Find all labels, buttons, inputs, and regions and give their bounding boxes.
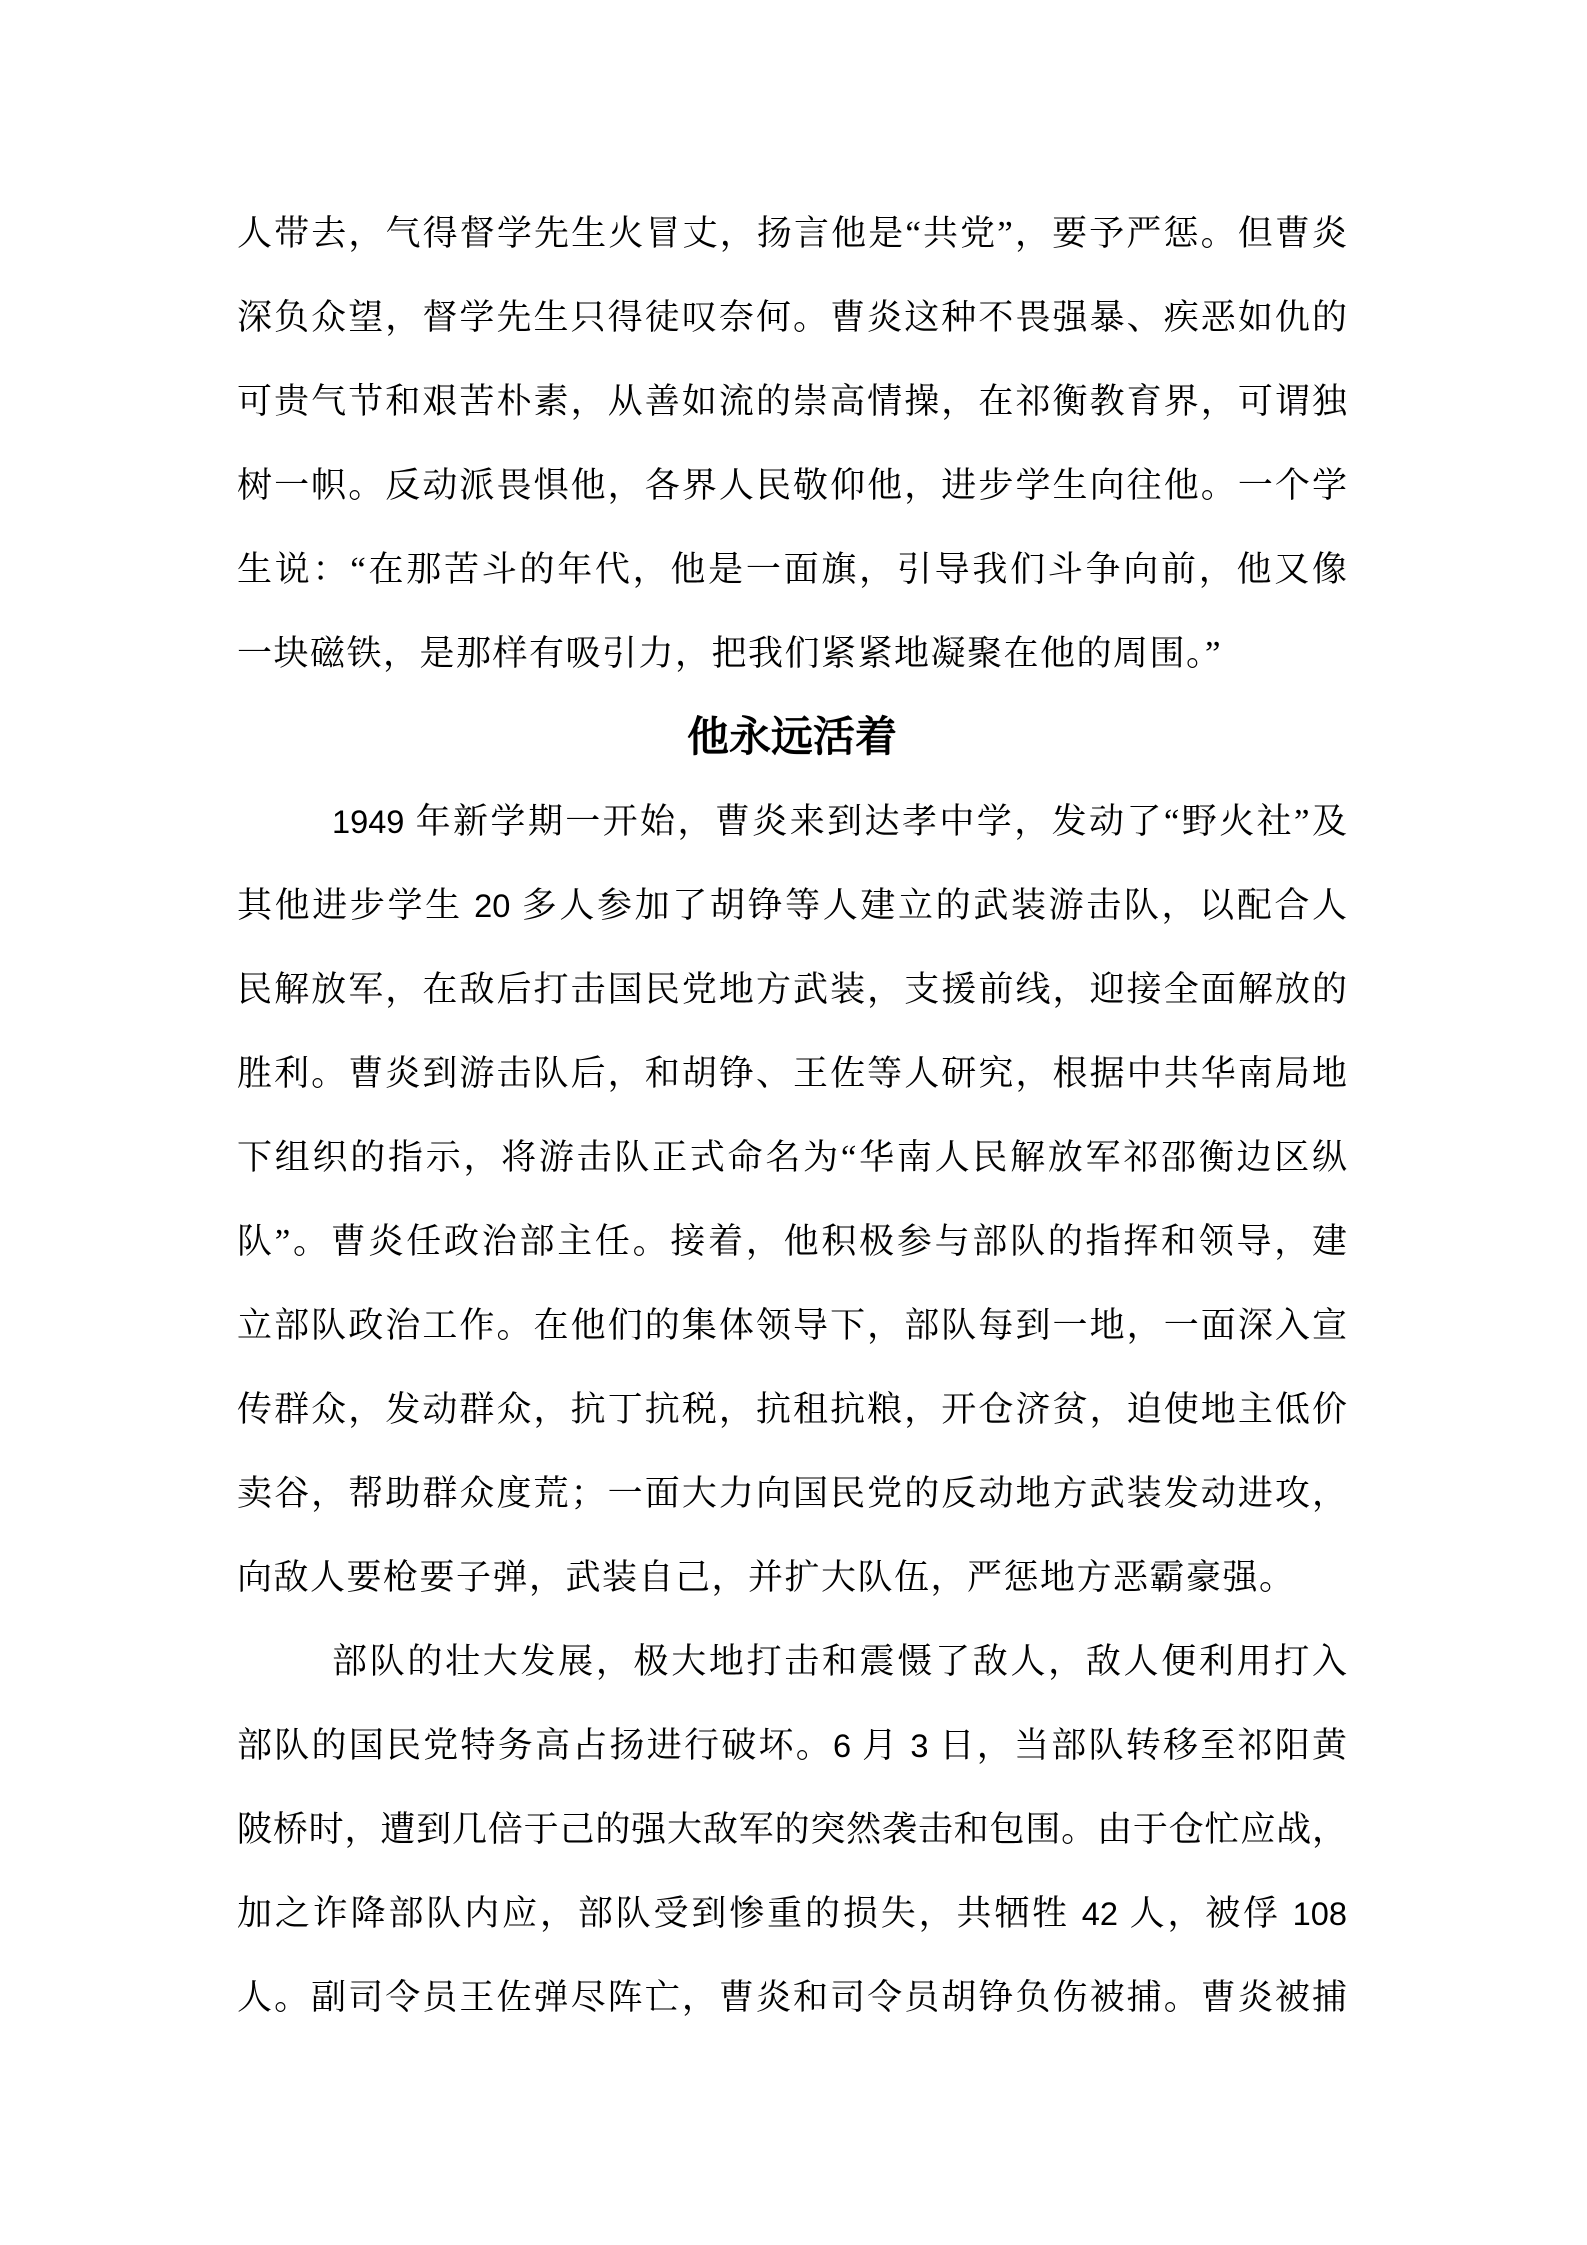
text-line: 部队的国民党特务高占扬进行破坏。6 月 3 日，当部队转移至祁阳黄 <box>237 1726 1347 1765</box>
text-line: 深负众望，督学先生只得徒叹奈何。曹炎这种不畏强暴、疾恶如仇的 <box>237 298 1347 337</box>
numeric-text: 6 <box>833 1728 852 1764</box>
text-line: 1949 年新学期一开始，曹炎来到达孝中学，发动了“野火社”及 <box>332 802 1347 841</box>
text-line: 向敌人要枪要子弹，武装自己，并扩大队伍，严惩地方恶霸豪强。 <box>237 1558 1296 1597</box>
text-line: 生说：“在那苦斗的年代，他是一面旗，引导我们斗争向前，他又像 <box>237 550 1347 589</box>
text-line: 下组织的指示，将游击队正式命名为“华南人民解放军祁邵衡边区纵 <box>237 1138 1347 1177</box>
text-line: 其他进步学生 20 多人参加了胡铮等人建立的武装游击队，以配合人 <box>237 886 1347 925</box>
numeric-text: 20 <box>474 888 511 924</box>
text-line: 一块磁铁，是那样有吸引力，把我们紧紧地凝聚在他的周围。” <box>237 634 1223 673</box>
text-line: 人。副司令员王佐弹尽阵亡，曹炎和司令员胡铮负伤被捕。曹炎被捕 <box>237 1978 1347 2017</box>
text-line: 立部队政治工作。在他们的集体领导下，部队每到一地，一面深入宣 <box>237 1306 1347 1345</box>
text-line: 民解放军，在敌后打击国民党地方武装，支援前线，迎接全面解放的 <box>237 970 1347 1009</box>
numeric-text: 3 <box>910 1728 929 1764</box>
section-heading: 他永远活着 <box>686 715 897 761</box>
text-line: 人带去，气得督学先生火冒丈，扬言他是“共党”，要予严惩。但曹炎 <box>237 214 1347 253</box>
text-line: 可贵气节和艰苦朴素，从善如流的崇高情操，在祁衡教育界，可谓独 <box>237 382 1347 421</box>
text-line: 陂桥时，遭到几倍于己的强大敌军的突然袭击和包围。由于仓忙应战， <box>237 1810 1347 1849</box>
text-line: 树一帜。反动派畏惧他，各界人民敬仰他，进步学生向往他。一个学 <box>237 466 1347 505</box>
text-line: 胜利。曹炎到游击队后，和胡铮、王佐等人研究，根据中共华南局地 <box>237 1054 1347 1093</box>
text-line: 卖谷，帮助群众度荒；一面大力向国民党的反动地方武装发动进攻， <box>237 1474 1347 1513</box>
text-line: 传群众，发动群众，抗丁抗税，抗租抗粮，开仓济贫，迫使地主低价 <box>237 1390 1347 1429</box>
text-line: 队”。曹炎任政治部主任。接着，他积极参与部队的指挥和领导，建 <box>237 1222 1347 1261</box>
text-block <box>237 192 1347 2040</box>
numeric-text: 42 <box>1081 1896 1118 1932</box>
numeric-text: 108 <box>1292 1896 1347 1932</box>
numeric-text: 1949 <box>332 804 405 840</box>
text-line: 部队的壮大发展，极大地打击和震慑了敌人，敌人便利用打入 <box>332 1642 1347 1681</box>
text-line: 加之诈降部队内应，部队受到惨重的损失，共牺牲 42 人，被俘 108 <box>237 1894 1347 1933</box>
